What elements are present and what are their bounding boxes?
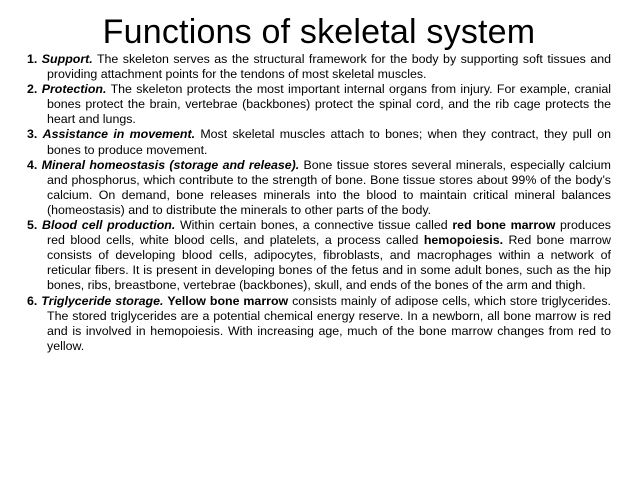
function-item: [27, 82, 611, 127]
function-item: [27, 218, 611, 293]
item-heading: Assistance in movement.: [42, 127, 196, 142]
item-heading: Protection.: [41, 82, 107, 97]
slide-title: Functions of skeletal system: [102, 13, 536, 51]
item-heading: Blood cell production.: [42, 218, 176, 233]
item-heading: Triglyceride storage.: [41, 293, 164, 308]
item-number: 4.: [27, 157, 38, 172]
item-text: The skeleton serves as the structural framework for the body by supporting soft tissues and providing attachment points for the tendons of most skeletal muscles.: [47, 52, 611, 82]
item-number: 1.: [27, 52, 38, 66]
function-item: [27, 294, 611, 354]
item-emphasis: Yellow bone marrow: [167, 293, 289, 308]
item-heading: Support.: [41, 52, 93, 66]
functions-list: [27, 52, 611, 354]
item-number: 6.: [27, 293, 38, 308]
item-text: consists mainly of adipose cells, which store triglycerides. The stored triglycerides are a potential chemical energy reserve. In a newborn, all bone marrow is red and is involved in hemopoiesis. With increasing age, much of the bone marrow changes from red to yellow.: [47, 293, 611, 353]
item-text: produces red blood cells, white blood cells, and platelets, a process called: [47, 218, 611, 248]
item-number: 5.: [27, 218, 38, 233]
item-text: Within certain bones, a connective tissue called: [175, 218, 453, 233]
function-item: [27, 127, 611, 157]
item-emphasis: hemopoiesis.: [423, 233, 504, 248]
item-text: Most skeletal muscles attach to bones; when they contract, they pull on bones to produce movement.: [47, 127, 611, 157]
function-item: [27, 52, 611, 82]
item-number: 2.: [27, 82, 38, 97]
item-heading: Mineral homeostasis (storage and release).: [41, 157, 300, 172]
function-item: [27, 158, 611, 218]
item-text: Bone tissue stores several minerals, especially calcium and phosphorus, which contribute to the strength of bone. Bone tissue stores about 99% of the body’s calcium. On demand, bone releases minerals into the blood to maintain critical mineral balances (homeostasis) and to distribute the minerals to other parts of the body.: [47, 157, 611, 217]
item-text: The skeleton protects the most important internal organs from injury. For example, cranial bones protect the brain, vertebrae (backbones) protect the spinal cord, and the rib cage protects the heart and lungs.: [47, 82, 611, 127]
item-text: Red bone marrow consists of developing blood cells, adipocytes, fibroblasts, and macrophages within a network of reticular fibers. It is present in developing bones of the fetus and in some adult bones, such as the hip bones, ribs, breastbone, vertebrae (backbones), skull, and ends of the bones of the arm and thigh.: [47, 233, 611, 293]
item-number: 3.: [27, 127, 38, 142]
item-emphasis: red bone marrow: [452, 218, 556, 233]
